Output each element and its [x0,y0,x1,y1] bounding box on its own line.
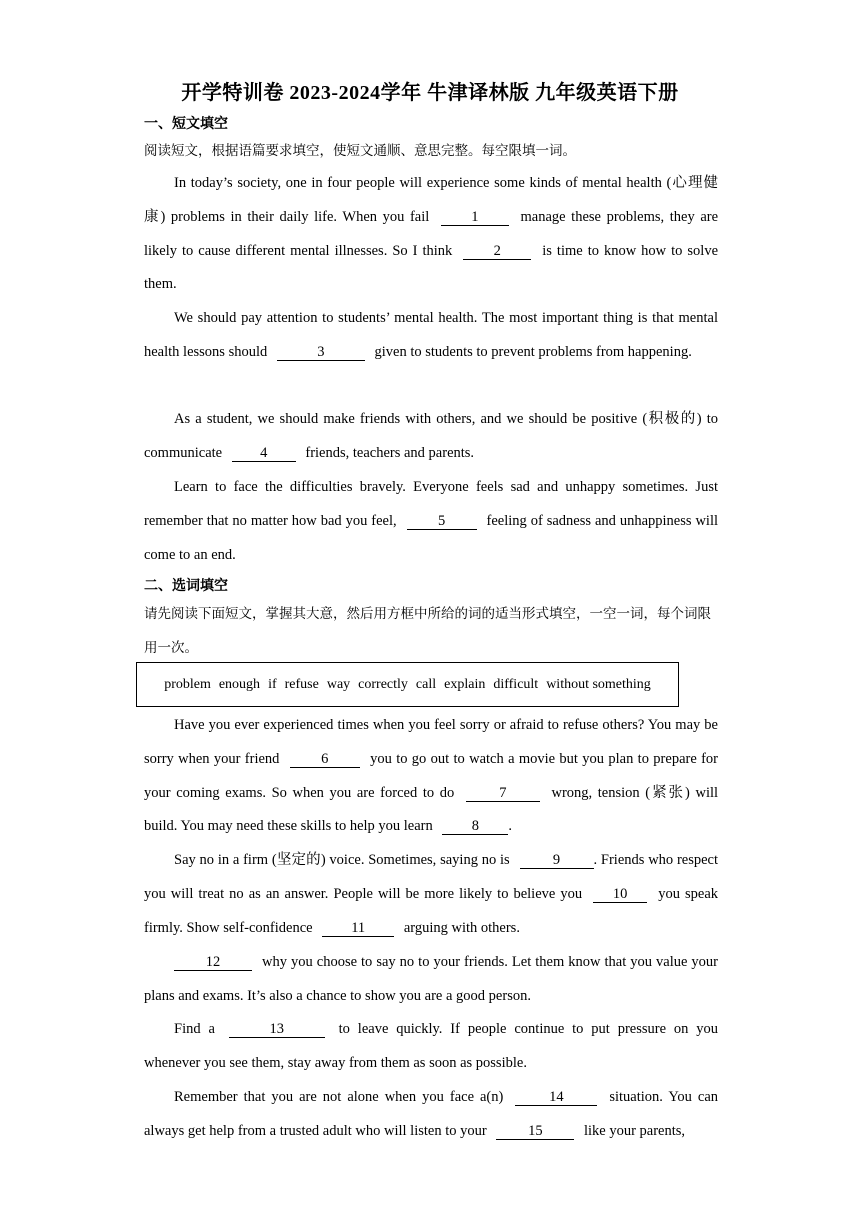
blank-8[interactable]: 8 [442,818,508,835]
word-box [136,662,679,707]
text-run: given to students to prevent problems from happening. [374,343,692,360]
text-run: to leave quickly. If people continue to put pressure on you whenever you see them, stay away from them as soon as possible. [144,1021,719,1071]
passage2-paragraph-5 [144,1081,718,1149]
blank-5[interactable]: 5 [407,513,477,530]
word-box-item: call [415,676,437,692]
section-heading-2: 二、选词填空 [144,578,228,594]
text-run: like your parents, [583,1122,686,1139]
text-run: situation. You can always get help from a trusted adult who will listen to your [144,1089,719,1139]
word-box-item: explain [444,676,486,692]
passage2-paragraph-4 [144,1013,718,1081]
blank-3[interactable]: 3 [277,344,365,361]
passage2-paragraph-2 [144,844,718,945]
blank-7[interactable]: 7 [466,785,540,802]
text-run: We should pay attention to students’ mental health. The most important thing is that mental health lessons should [144,310,718,360]
blank-1[interactable]: 1 [441,209,509,226]
text-run: In today’s society, one in four people will experience some kinds of mental health (心理健康) problems in their daily life. When you fail [144,175,718,225]
blank-15[interactable]: 15 [496,1123,574,1140]
passage1-paragraph-3 [144,403,718,471]
word-box-item: without something [546,676,651,692]
section-instruction-2: 请先阅读下面短文，掌握其大意，然后用方框中所给的词的适当形式填空，一空一词，每个词限用一次。 [144,606,711,656]
word-box-item: refuse [284,676,319,692]
text-run: As a student, we should make friends with others, and we should be positive (积极的) to communicate [144,411,718,461]
passage2-paragraph-1 [144,709,718,844]
blank-11[interactable]: 11 [322,920,394,937]
word-box-item: way [326,676,351,692]
text-run: friends, teachers and parents. [305,444,475,461]
word-box-item: correctly [358,676,408,692]
word-box-item: difficult [493,676,539,692]
passage1-paragraph-4 [144,471,718,572]
page-title: 开学特训卷 2023-2024学年 牛津译林版 九年级英语下册 [181,82,679,104]
section-heading-1: 一、短文填空 [144,116,228,132]
text-run: feeling of sadness and unhappiness will come to an end. [144,512,718,563]
text-run: Remember that you are not alone when you face a(n) [174,1089,504,1105]
text-run: Have you ever experienced times when you feel sorry or afraid to refuse others? You may be sorry when your friend [144,717,718,767]
text-run: manage these problems, they are likely to cause different mental illnesses. So I think [144,208,719,259]
passage2-paragraph-3 [144,946,718,1014]
text-run: wrong, tension (紧张) will build. You may need these skills to help you learn [144,784,719,835]
text-run: you to go out to watch a movie but you plan to prepare for your coming exams. So when you are forced to do [144,750,719,801]
blank-2[interactable]: 2 [463,243,531,260]
blank-9[interactable]: 9 [520,852,594,869]
blank-6[interactable]: 6 [290,751,360,768]
blank-10[interactable]: 10 [593,886,647,903]
section-instruction-1: 阅读短文，根据语篇要求填空，使短文通顺、意思完整。每空限填一词。 [144,143,576,159]
blank-12[interactable]: 12 [174,954,252,971]
text-run: why you choose to say no to your friends. Let them know that you value your plans and exams. It’s also a chance to show you are a good person. [144,954,718,1004]
blank-4[interactable]: 4 [232,445,296,462]
text-run: . Friends who respect you will treat no as an answer. People will be more likely to believe you [144,852,719,902]
text-run: is time to know how to solve them. [144,242,719,293]
text-run: Say no in a firm (坚定的) voice. Sometimes, saying no is [174,852,510,868]
passage1-paragraph-1 [144,167,718,302]
text-run: Learn to face the difficulties bravely. Everyone feels sad and unhappy sometimes. Just remember that no matter how bad you feel, [144,479,718,529]
text-run: arguing with others. [403,919,520,936]
text-run: . [508,818,513,835]
passage1-paragraph-2 [144,302,718,370]
word-box-item: if [268,676,277,692]
blank-13[interactable]: 13 [229,1021,325,1038]
word-box-item: enough [218,676,261,692]
text-run: Find a [174,1021,215,1037]
word-box-item: problem [164,676,211,692]
text-run: you speak firmly. Show self-confidence [144,885,719,936]
blank-14[interactable]: 14 [515,1089,597,1106]
